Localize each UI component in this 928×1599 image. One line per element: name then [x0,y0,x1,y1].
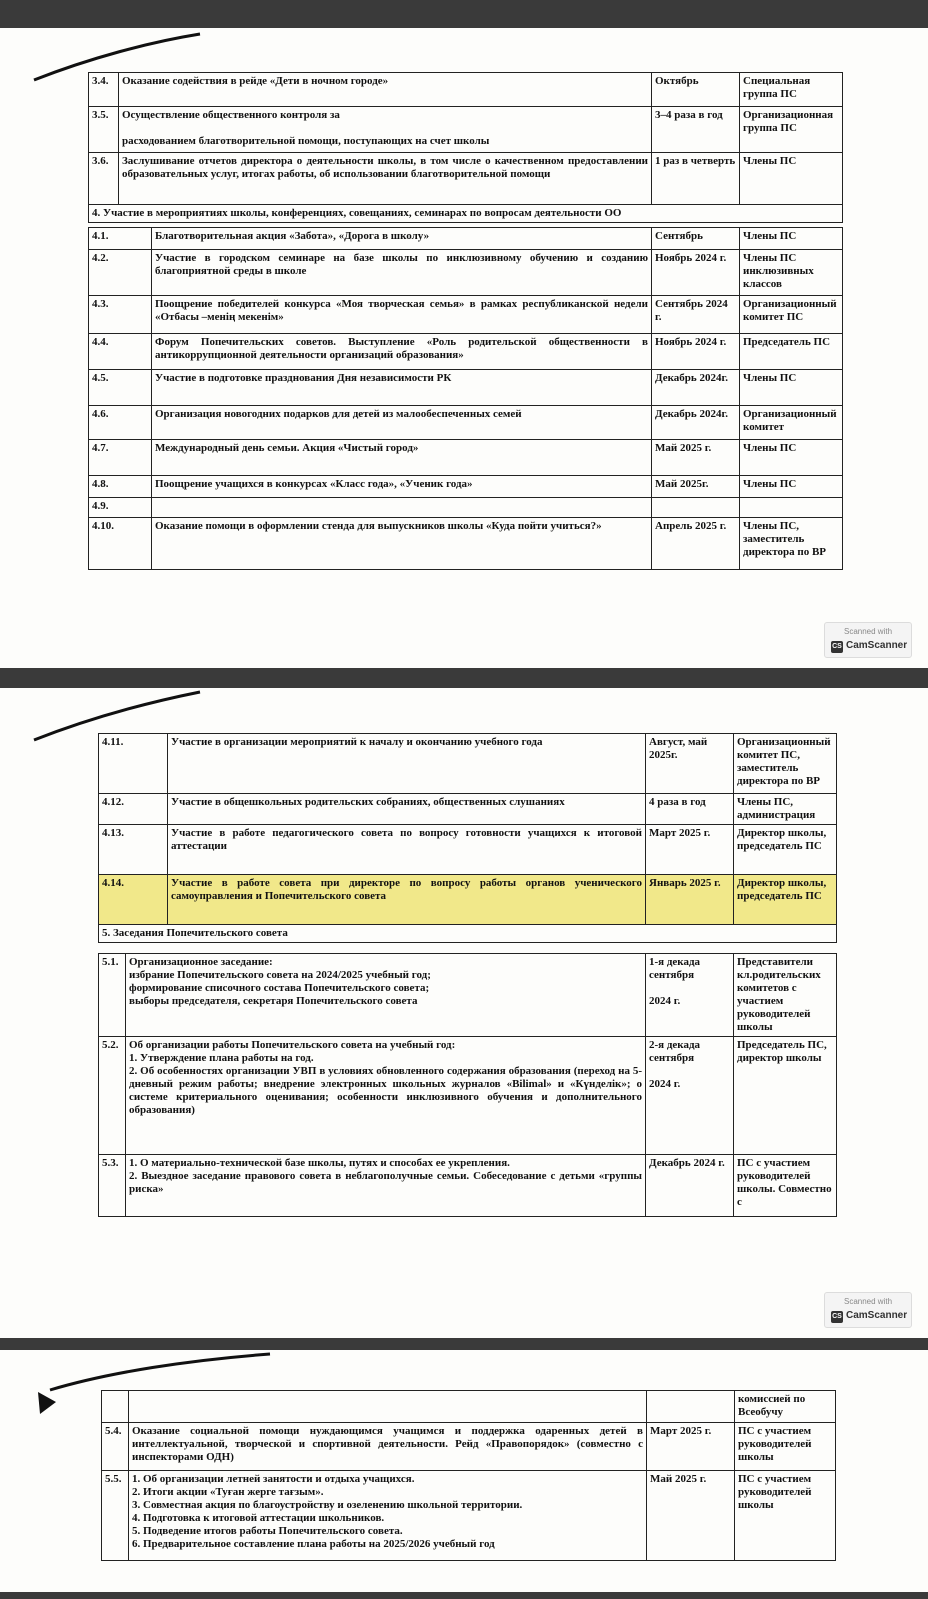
watermark-caption: Scanned with [843,1297,893,1306]
row-responsible [735,1391,836,1423]
watermark-brand: CamScanner [846,1310,908,1321]
row-deadline-text: Май 2025г. [655,478,709,490]
row-responsible-text: ПС с участием руководителей школы [738,1425,812,1463]
row-number-text: 4.6. [92,408,109,420]
row-number [89,334,152,370]
row-responsible [740,153,843,205]
row-responsible [740,250,843,296]
row-responsible [740,73,843,107]
row-number-text: 4.13. [102,827,124,839]
row-responsible-text: Председатель ПС, директор школы [737,1039,827,1064]
row-activity-text: 1. О материально-технической базе школы, путях и способах ее укрепления. 2. Выездное заседание правового совета в неблагополучные семьи. Собеседование с детьми «группы риска» [129,1157,642,1195]
row-responsible [734,1037,837,1155]
plan-table-page-2-section-4 [98,733,837,943]
row-activity [126,1155,646,1217]
row-activity-text: Участие в городском семинаре на базе школы по инклюзивному обучению и созданию благоприятной среды в школе [155,252,648,277]
row-deadline [652,73,740,107]
row-number [89,250,152,296]
row-number-text: 5.4. [105,1425,122,1437]
row-activity [129,1423,647,1471]
row-deadline [647,1391,735,1423]
row-activity-text: Оказание содействия в рейде «Дети в ночном городе» [122,75,389,87]
camscanner-watermark [824,622,912,658]
row-activity-text: Участие в работе совета при директоре по вопросу работы органов ученического самоуправления и Попечительского совета [171,877,642,902]
row-number-text: 3.5. [92,109,109,121]
row-number-text: 5.5. [105,1473,122,1485]
scan-page-3 [0,1350,928,1592]
table-row [102,1391,836,1423]
row-activity [152,518,652,570]
row-activity [126,1037,646,1155]
row-number [89,228,152,250]
row-activity-text: Участие в общешкольных родительских собраниях, общественных слушаниях [171,796,565,808]
watermark-caption: Scanned with [843,627,893,636]
row-deadline-text: 1 раз в четверть [655,155,736,167]
row-responsible-text: Представители кл.родительских комитетов с участием руководителей школы [737,956,821,1033]
row-number-text: 4.5. [92,372,109,384]
row-responsible [734,825,837,875]
row-responsible [740,370,843,406]
camscanner-logo-icon: CS [831,1311,843,1323]
row-number [89,370,152,406]
row-deadline [646,875,734,925]
row-deadline-text: Сентябрь 2024 г. [655,298,728,323]
table-row [99,1037,837,1155]
row-number-text: 4.11. [102,736,124,748]
row-deadline [652,498,740,518]
row-deadline-text: Октябрь [655,75,699,87]
row-deadline-text: 3–4 раза в год [655,109,723,121]
row-number [89,498,152,518]
row-number [99,954,126,1037]
row-deadline [652,250,740,296]
row-deadline-text: Ноябрь 2024 г. [655,336,727,348]
row-responsible-text: Члены ПС инклюзивных классов [743,252,814,290]
row-responsible [734,875,837,925]
table-row [89,228,843,250]
row-number [89,518,152,570]
row-responsible-text: Члены ПС, заместитель директора по ВР [743,520,827,558]
table-row [89,107,843,153]
watermark-brand: CamScanner [846,640,908,651]
section-5-heading: 5. Заседания Попечительского совета [99,925,837,943]
row-activity-text: Участие в работе педагогического совета по вопросу готовности учащихся к итоговой аттестации [171,827,642,852]
row-deadline [647,1423,735,1471]
row-number [89,476,152,498]
row-activity [168,734,646,794]
row-number-text: 4.14. [102,877,124,889]
row-number-text: 5.3. [102,1157,119,1169]
row-activity [119,73,652,107]
row-number-text: 4.9. [92,500,109,512]
row-number [89,73,119,107]
row-responsible-text: Директор школы, председатель ПС [737,877,827,902]
table-row [102,1423,836,1471]
row-number [99,825,168,875]
row-activity [129,1391,647,1423]
row-deadline [646,954,734,1037]
row-responsible-text: Члены ПС [743,372,797,384]
row-deadline [646,1155,734,1217]
row-responsible-text: Члены ПС [743,230,797,242]
row-deadline-text: Май 2025 г. [655,442,712,454]
row-number-text: 3.4. [92,75,109,87]
row-number-text: 4.3. [92,298,109,310]
row-activity-text: Международный день семьи. Акция «Чистый город» [155,442,419,454]
row-responsible [740,228,843,250]
row-deadline-text: Март 2025 г. [650,1425,712,1437]
row-responsible-text: ПС с участием руководителей школы. Совместно с [737,1157,832,1208]
section-row [89,205,843,223]
table-row [102,1471,836,1561]
row-activity [168,794,646,825]
camscanner-logo-icon: CS [831,641,843,653]
row-responsible [740,107,843,153]
row-activity [152,476,652,498]
row-number [89,296,152,334]
camscanner-watermark [824,1292,912,1328]
row-deadline [646,1037,734,1155]
row-activity [152,406,652,440]
row-responsible [740,440,843,476]
row-responsible-text: Члены ПС, администрация [737,796,816,821]
row-number [102,1471,129,1561]
row-responsible-text: Председатель ПС [743,336,831,348]
row-responsible-text: Организационный комитет ПС [743,298,837,323]
table-row [89,518,843,570]
row-deadline [652,334,740,370]
row-activity [119,153,652,205]
row-deadline-text: Сентябрь [655,230,703,242]
row-responsible-text: Члены ПС [743,478,797,490]
table-row [89,73,843,107]
plan-table-page-3 [101,1390,836,1561]
row-responsible-text: ПС с участием руководителей школы [738,1473,812,1511]
row-deadline-text: Декабрь 2024г. [655,408,728,420]
scan-page-2 [0,688,928,1338]
row-responsible [734,734,837,794]
table-row [99,1155,837,1217]
row-deadline [652,107,740,153]
row-responsible [740,296,843,334]
row-number-text: 5.2. [102,1039,119,1051]
row-number [102,1391,129,1423]
row-number [89,153,119,205]
row-activity [152,334,652,370]
row-number-text: 4.1. [92,230,109,242]
row-responsible [740,334,843,370]
table-row [89,498,843,518]
row-number-text: 4.8. [92,478,109,490]
row-number-text: 5.1. [102,956,119,968]
row-activity [152,370,652,406]
scan-page-1 [0,28,928,668]
table-row [89,250,843,296]
row-deadline-text: Март 2025 г. [649,827,711,839]
row-deadline-text: Апрель 2025 г. [655,520,727,532]
row-activity [168,875,646,925]
plan-table-page-1 [88,72,843,223]
row-activity [119,107,652,153]
row-deadline-text: Август, май 2025г. [649,736,708,761]
row-responsible [740,498,843,518]
row-deadline [646,794,734,825]
row-deadline-text: 4 раза в год [649,796,706,808]
row-activity-text: Заслушивание отчетов директора о деятельности школы, в том числе о качественном предоставлении образовательных услуг, итогах работы, об использовании благотворительной помощи [122,155,648,180]
row-activity [152,250,652,296]
row-activity-text: Участие в подготовке празднования Дня независимости РК [155,372,452,384]
row-number [99,875,168,925]
row-deadline [652,518,740,570]
row-activity-text: Организационное заседание: избрание Попечительского совета на 2024/2025 учебный год; формирование списочного состава Попечительского совета; выборы председателя, секретаря Попечительского совета [129,956,431,1007]
table-row [99,954,837,1037]
table-row [99,875,837,925]
row-responsible-text: Члены ПС [743,442,797,454]
row-responsible [734,1155,837,1217]
plan-table-page-1-section-4 [88,227,843,570]
row-number [89,107,119,153]
row-number [99,794,168,825]
table-row [89,406,843,440]
table-row [89,296,843,334]
row-responsible [735,1423,836,1471]
row-activity-text: Осуществление общественного контроля за расходованием благотворительной помощи, поступающих на счет школы [122,109,490,147]
row-responsible [740,406,843,440]
row-deadline-text: 1-я декада сентября 2024 г. [649,956,701,1007]
table-row [99,734,837,794]
row-activity-text: Организация новогодних подарков для детей из малообеспеченных семей [155,408,522,420]
row-number [102,1423,129,1471]
row-deadline-text: Ноябрь 2024 г. [655,252,727,264]
row-activity [168,825,646,875]
row-responsible-text: Члены ПС [743,155,797,167]
row-deadline [646,825,734,875]
row-responsible-text: Организационная группа ПС [743,109,834,134]
table-row [89,370,843,406]
section-4-heading: 4. Участие в мероприятиях школы, конференциях, совещаниях, семинарах по вопросам деятельности ОО [89,205,843,223]
table-row [89,153,843,205]
row-deadline-text: Декабрь 2024г. [655,372,728,384]
row-number-text: 3.6. [92,155,109,167]
row-responsible-text: Специальная группа ПС [743,75,811,100]
row-number [89,406,152,440]
row-responsible [735,1471,836,1561]
section-row [99,925,837,943]
row-activity-text: Участие в организации мероприятий к началу и окончанию учебного года [171,736,543,748]
row-responsible [740,476,843,498]
row-activity-text: Оказание помощи в оформлении стенда для выпускников школы «Куда пойти учиться?» [155,520,602,532]
row-activity-text: Оказание социальной помощи нуждающимся учащимся и поддержка одаренных детей в интеллектуальной, творческой и спортивной деятельности. Рейд «Правопорядок» (совместно с инспекторами ОДН) [132,1425,643,1463]
table-row [89,334,843,370]
row-activity-text: Поощрение победителей конкурса «Моя творческая семья» в рамках республиканской недели «Отбасы –менің мекенім» [155,298,648,323]
row-activity-text: Благотворительная акция «Забота», «Дорога в школу» [155,230,430,242]
row-responsible-text: Директор школы, председатель ПС [737,827,827,852]
row-deadline [652,406,740,440]
table-row [99,794,837,825]
row-deadline-text: 2-я декада сентября 2024 г. [649,1039,701,1090]
row-activity [152,228,652,250]
row-activity-text: Поощрение учащихся в конкурсах «Класс года», «Ученик года» [155,478,473,490]
row-activity-text: Форум Попечительских советов. Выступление «Роль родительской общественности в антикоррупционной деятельности организаций образования» [155,336,648,361]
table-row [99,825,837,875]
row-responsible-text: Организационный комитет [743,408,837,433]
row-activity [152,296,652,334]
row-number-text: 4.4. [92,336,109,348]
row-deadline [652,370,740,406]
row-responsible-text: Организационный комитет ПС, заместитель директора по ВР [737,736,831,787]
row-deadline [652,476,740,498]
row-deadline [652,153,740,205]
row-responsible [740,518,843,570]
row-responsible [734,954,837,1037]
row-activity [152,440,652,476]
row-deadline-text: Май 2025 г. [650,1473,707,1485]
row-number [89,440,152,476]
row-deadline [652,440,740,476]
plan-table-page-2-section-5 [98,953,837,1217]
row-deadline-text: Январь 2025 г. [649,877,721,889]
row-deadline [647,1471,735,1561]
row-deadline [652,228,740,250]
row-activity [129,1471,647,1561]
table-row [89,476,843,498]
row-activity-text: 1. Об организации летней занятости и отдыха учащихся. 2. Итоги акции «Туған жерге тағзым». 3. Совместная акция по благоустройству и озеленению школьной территории. 4. Подготовка к итоговой аттестации школьников. 5. Подведение итогов работы Попечительского совета. 6. Предварительное составление плана работы на 2025/2026 учебный год [132,1473,523,1550]
row-number [99,734,168,794]
row-number [99,1037,126,1155]
row-responsible [734,794,837,825]
row-number-text: 4.10. [92,520,114,532]
row-number-text: 4.7. [92,442,109,454]
table-row [89,440,843,476]
row-activity [152,498,652,518]
row-deadline [646,734,734,794]
row-activity-text: Об организации работы Попечительского совета на учебный год: 1. Утверждение плана работы на год. 2. Об особенностях организации УВП в условиях обновленного содержания образования (переход на 5-дневный режим работы; внедрение электронных школьных журналов «Bilimal» и «Күнделік»; о системе критериального оценивания; особенности инклюзивного обучения и дополнительного образования) [129,1039,642,1116]
row-number-text: 4.12. [102,796,124,808]
row-deadline [652,296,740,334]
row-responsible-text: комиссией по Всеобучу [738,1393,806,1418]
row-number-text: 4.2. [92,252,109,264]
row-activity [126,954,646,1037]
row-number [99,1155,126,1217]
row-deadline-text: Декабрь 2024 г. [649,1157,725,1169]
